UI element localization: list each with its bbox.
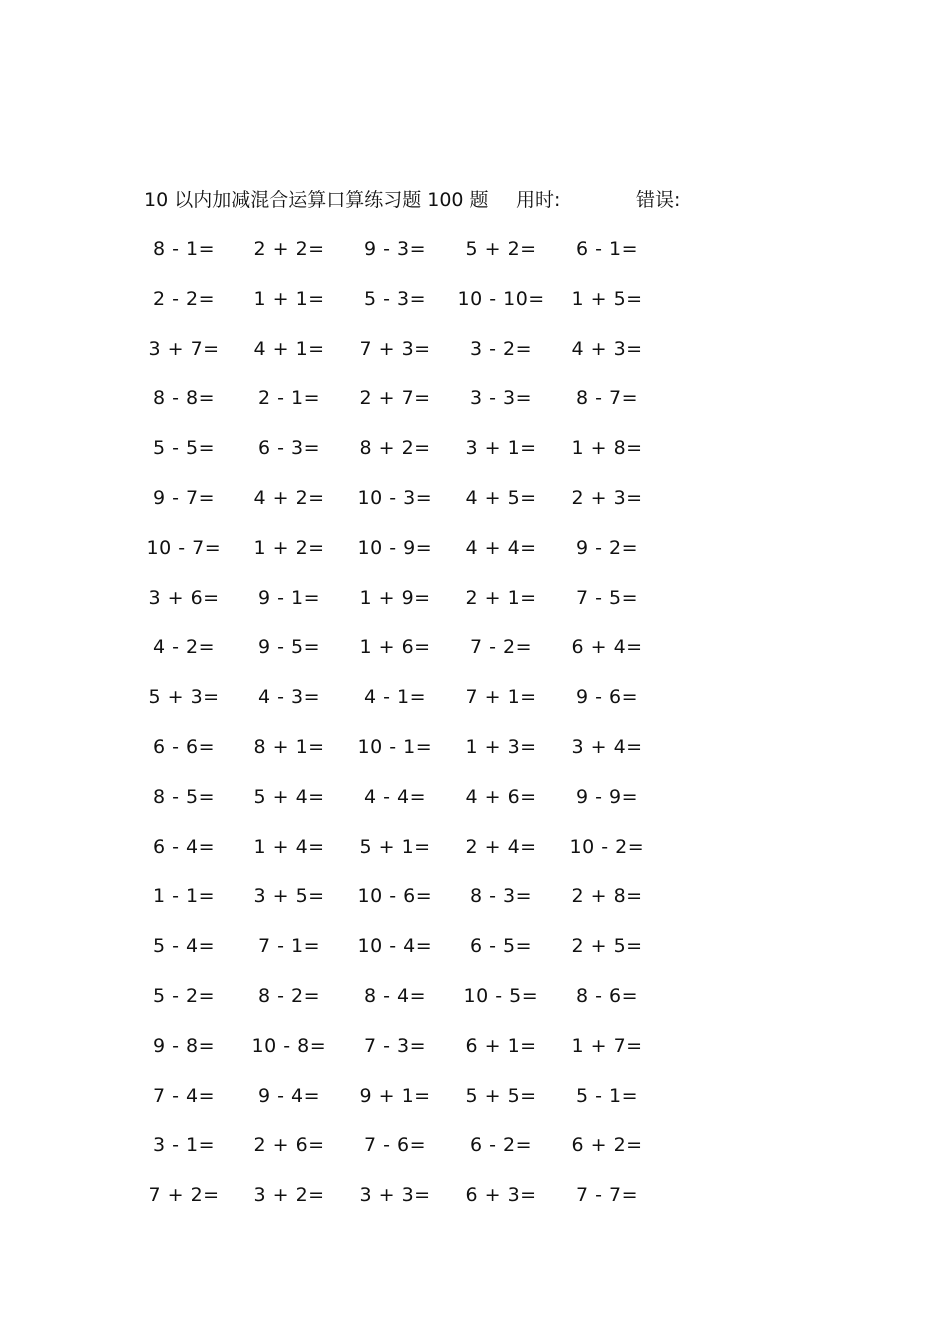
math-problem: 6 + 2= xyxy=(571,1134,643,1157)
math-problem: 2 - 1= xyxy=(258,387,321,410)
math-problem: 7 - 6= xyxy=(364,1134,427,1157)
math-problem: 3 + 3= xyxy=(359,1184,431,1207)
math-problem: 2 + 3= xyxy=(571,487,643,509)
math-problem: 2 + 4= xyxy=(465,835,537,858)
math-problem: 7 + 1= xyxy=(465,686,537,709)
math-problem: 1 + 6= xyxy=(359,636,431,659)
math-problem: 8 - 4= xyxy=(364,985,427,1007)
math-problem: 10 - 9= xyxy=(357,536,433,559)
math-problem: 1 + 4= xyxy=(253,835,325,858)
math-problem: 4 - 2= xyxy=(153,636,216,659)
math-problem: 5 - 5= xyxy=(153,437,216,460)
math-problem: 8 - 6= xyxy=(576,985,639,1007)
math-problem: 5 + 1= xyxy=(359,835,431,858)
time-label: 用时: xyxy=(516,189,561,211)
math-problem: 10 - 2= xyxy=(569,835,645,858)
math-problem: 6 - 2= xyxy=(470,1134,533,1157)
math-problem: 10 - 7= xyxy=(146,536,222,559)
math-problem: 7 - 1= xyxy=(258,935,321,958)
math-problem: 7 - 4= xyxy=(153,1084,216,1107)
math-problem: 9 + 1= xyxy=(359,1084,431,1107)
math-problem: 3 + 2= xyxy=(253,1184,325,1207)
error-label: 错误: xyxy=(636,189,681,211)
math-problem: 9 - 3= xyxy=(364,238,427,260)
math-problem: 8 - 8= xyxy=(153,387,216,410)
math-problem: 1 + 2= xyxy=(253,536,325,559)
worksheet-title: 10 以内加减混合运算口算练习题 100 题 xyxy=(144,189,489,211)
math-problem: 5 - 4= xyxy=(153,935,216,958)
math-problem: 6 - 1= xyxy=(576,238,639,260)
math-problem: 7 + 3= xyxy=(359,337,431,360)
math-problem: 10 - 1= xyxy=(357,736,433,758)
math-problem: 4 + 3= xyxy=(571,337,643,360)
math-problem: 7 - 3= xyxy=(364,1034,427,1057)
math-problem: 1 + 3= xyxy=(465,736,537,758)
math-problem: 10 - 4= xyxy=(357,935,433,958)
math-problem: 4 - 3= xyxy=(258,686,321,709)
math-problem: 3 + 4= xyxy=(571,736,643,758)
math-problem: 3 + 5= xyxy=(253,885,325,908)
math-problem: 1 + 8= xyxy=(571,437,643,460)
math-problem: 4 + 4= xyxy=(465,536,537,559)
math-problem: 5 + 4= xyxy=(253,785,325,808)
math-problem: 2 + 7= xyxy=(359,387,431,410)
math-problem: 9 - 4= xyxy=(258,1084,321,1107)
math-problem: 7 + 2= xyxy=(148,1184,220,1207)
math-problem: 8 - 3= xyxy=(470,885,533,908)
math-problem: 6 - 4= xyxy=(153,835,216,858)
math-problem: 3 + 1= xyxy=(465,437,537,460)
math-problem: 6 + 4= xyxy=(571,636,643,659)
math-problem: 1 + 5= xyxy=(571,287,643,310)
math-problem: 6 + 3= xyxy=(465,1184,537,1207)
math-problem: 8 - 5= xyxy=(153,785,216,808)
math-problem: 8 - 1= xyxy=(153,238,216,260)
math-problem: 3 - 2= xyxy=(470,337,533,360)
math-problem: 6 + 1= xyxy=(465,1034,537,1057)
math-problem: 4 + 1= xyxy=(253,337,325,360)
math-problem: 8 - 7= xyxy=(576,387,639,410)
math-problem: 9 - 2= xyxy=(576,536,639,559)
math-problem: 9 - 5= xyxy=(258,636,321,659)
math-problem: 9 - 1= xyxy=(258,586,321,609)
math-problem: 5 - 2= xyxy=(153,985,216,1007)
math-problem: 9 - 8= xyxy=(153,1034,216,1057)
math-problem: 1 - 1= xyxy=(153,885,216,908)
math-problem: 10 - 5= xyxy=(463,985,539,1007)
math-problem: 6 - 6= xyxy=(153,736,216,758)
math-problem: 2 + 2= xyxy=(253,238,325,260)
math-problem: 2 + 6= xyxy=(253,1134,325,1157)
math-problem: 4 + 6= xyxy=(465,785,537,808)
math-problem: 7 - 7= xyxy=(576,1184,639,1207)
math-problem: 10 - 3= xyxy=(357,487,433,509)
math-problem: 9 - 6= xyxy=(576,686,639,709)
math-problem: 3 + 7= xyxy=(148,337,220,360)
math-problem: 10 - 6= xyxy=(357,885,433,908)
math-problem: 3 - 1= xyxy=(153,1134,216,1157)
math-problem: 1 + 1= xyxy=(253,287,325,310)
math-problem: 10 - 10= xyxy=(457,287,545,310)
math-problem: 5 + 2= xyxy=(465,238,537,260)
math-problem: 7 - 5= xyxy=(576,586,639,609)
math-problem: 7 - 2= xyxy=(470,636,533,659)
math-problem: 1 + 7= xyxy=(571,1034,643,1057)
math-problem: 8 + 1= xyxy=(253,736,325,758)
math-problem: 10 - 8= xyxy=(251,1034,327,1057)
math-problem: 4 - 1= xyxy=(364,686,427,709)
math-problem: 5 - 1= xyxy=(576,1084,639,1107)
math-problem: 1 + 9= xyxy=(359,586,431,609)
math-problem: 4 + 5= xyxy=(465,487,537,509)
math-problem: 5 + 3= xyxy=(148,686,220,709)
math-problem: 2 + 8= xyxy=(571,885,643,908)
math-problem: 5 + 5= xyxy=(465,1084,537,1107)
math-problem: 2 - 2= xyxy=(153,287,216,310)
math-problem: 9 - 9= xyxy=(576,785,639,808)
math-problem: 2 + 5= xyxy=(571,935,643,958)
math-problem: 6 - 5= xyxy=(470,935,533,958)
math-problem: 4 + 2= xyxy=(253,487,325,509)
math-problem: 6 - 3= xyxy=(258,437,321,460)
math-problem: 9 - 7= xyxy=(153,487,216,509)
math-problem: 8 + 2= xyxy=(359,437,431,460)
math-problem: 2 + 1= xyxy=(465,586,537,609)
math-problem: 8 - 2= xyxy=(258,985,321,1007)
math-problem: 3 - 3= xyxy=(470,387,533,410)
math-problem: 3 + 6= xyxy=(148,586,220,609)
math-problem: 4 - 4= xyxy=(364,785,427,808)
math-problem: 5 - 3= xyxy=(364,287,427,310)
